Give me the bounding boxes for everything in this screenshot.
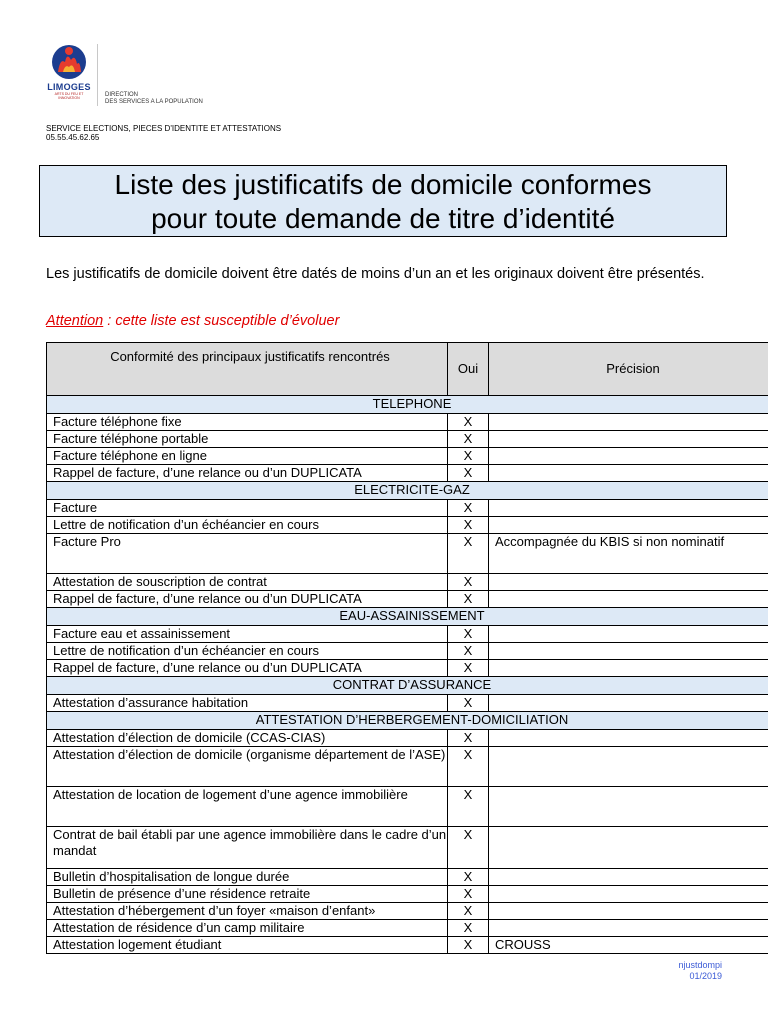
row-precision [489,787,768,827]
row-label: Rappel de facture, d’une relance ou d’un DUPLICATA [47,465,448,482]
table-row [47,886,768,903]
row-label: Facture téléphone en ligne [47,448,448,465]
row-precision [489,574,768,591]
row-label: Attestation de souscription de contrat [47,574,448,591]
row-precision [489,500,768,517]
row-label: Attestation d’hébergement d’un foyer «maison d’enfant» [47,903,448,920]
row-precision [489,465,768,482]
row-oui: X [448,431,489,448]
row-label: Facture Pro [47,534,448,574]
row-oui: X [448,643,489,660]
row-label: Rappel de facture, d’une relance ou d’un DUPLICATA [47,660,448,677]
section-title: TELEPHONE [47,396,768,414]
row-label: Facture téléphone portable [47,431,448,448]
row-oui: X [448,574,489,591]
table-row [47,465,768,482]
row-oui: X [448,827,489,869]
section-row [47,677,768,695]
logo-divider [97,44,98,106]
row-oui: X [448,517,489,534]
attention-note [46,313,339,329]
row-oui: X [448,730,489,747]
intro-paragraph: Les justificatifs de domicile doivent être datés de moins d’un an et les originaux doivent être présentés. [46,266,705,282]
document-title [39,165,727,237]
row-label: Bulletin d’hospitalisation de longue durée [47,869,448,886]
title-line-2: pour toute demande de titre d’identité [151,203,615,234]
header-precision: Précision [489,343,768,396]
row-oui: X [448,937,489,954]
table-row [47,500,768,517]
row-label: Attestation d’élection de domicile (organisme département de l’ASE) [47,747,448,787]
table-row [47,660,768,677]
row-label: Bulletin de présence d’une résidence retraite [47,886,448,903]
table-row [47,695,768,712]
row-oui: X [448,534,489,574]
row-oui: X [448,465,489,482]
footer-code: njustdompi [678,960,722,970]
row-oui: X [448,747,489,787]
table-row [47,431,768,448]
limoges-logo [46,42,92,100]
table-row [47,626,768,643]
table-row [47,574,768,591]
section-row [47,608,768,626]
row-label: Attestation de résidence d’un camp militaire [47,920,448,937]
header-oui: Oui [448,343,489,396]
row-oui: X [448,695,489,712]
row-precision: Accompagnée du KBIS si non nominatif [489,534,768,574]
table-row [47,903,768,920]
row-oui: X [448,500,489,517]
section-title: ELECTRICITE-GAZ [47,482,768,500]
row-precision [489,827,768,869]
row-precision [489,886,768,903]
row-precision [489,643,768,660]
row-label: Lettre de notification d’un échéancier en cours [47,643,448,660]
row-oui: X [448,660,489,677]
limoges-emblem-icon [46,42,92,82]
row-precision [489,448,768,465]
row-label: Attestation logement étudiant [47,937,448,954]
row-oui: X [448,414,489,431]
row-label: Attestation de location de logement d’une agence immobilière [47,787,448,827]
row-precision [489,869,768,886]
row-precision [489,517,768,534]
logo-tagline: ARTS DU FEU ET INNOVATION [54,92,84,100]
table-row [47,747,768,787]
attention-text: : cette liste est susceptible d’évoluer [103,313,340,329]
row-label: Facture eau et assainissement [47,626,448,643]
service-name: SERVICE ELECTIONS, PIECES D'IDENTITE ET ATTESTATIONS [46,124,282,133]
row-oui: X [448,903,489,920]
row-precision [489,660,768,677]
row-oui: X [448,787,489,827]
table-row [47,827,768,869]
table-row [47,517,768,534]
table-row [47,937,768,954]
row-precision [489,747,768,787]
row-label: Attestation d’assurance habitation [47,695,448,712]
direction-line-2: DES SERVICES A LA POPULATION [105,99,203,105]
row-label: Contrat de bail établi par une agence immobilière dans le cadre d’un mandat [47,827,448,869]
row-precision: CROUSS [489,937,768,954]
row-precision [489,730,768,747]
row-precision [489,695,768,712]
row-precision [489,414,768,431]
row-precision [489,920,768,937]
row-oui: X [448,869,489,886]
table-row [47,730,768,747]
section-row [47,482,768,500]
table-row [47,591,768,608]
section-title: EAU-ASSAINISSEMENT [47,608,768,626]
attention-label: Attention [46,313,104,329]
service-info [46,124,281,142]
row-label: Facture [47,500,448,517]
table-row [47,643,768,660]
row-precision [489,903,768,920]
table-row [47,869,768,886]
row-oui: X [448,886,489,903]
table-row [47,787,768,827]
logo-text: LIMOGES [47,82,91,92]
section-row [47,712,768,730]
row-precision [489,626,768,643]
row-label: Attestation d’élection de domicile (CCAS-CIAS) [47,730,448,747]
row-precision [489,591,768,608]
direction-line-1: DIRECTION [105,92,138,98]
section-row [47,396,768,414]
table-header-row [47,343,768,396]
row-label: Lettre de notification d’un échéancier en cours [47,517,448,534]
row-oui: X [448,626,489,643]
footer-reference [660,960,722,982]
row-label: Facture téléphone fixe [47,414,448,431]
table-body [47,396,768,954]
service-phone: 05.55.45.62.65 [46,133,100,142]
row-oui: X [448,920,489,937]
header-conformite: Conformité des principaux justificatifs rencontrés [47,343,448,396]
row-oui: X [448,448,489,465]
section-title: CONTRAT D’ASSURANCE [47,677,768,695]
justificatifs-table [46,342,768,954]
row-oui: X [448,591,489,608]
direction-label [105,92,203,106]
section-title: ATTESTATION D’HERBERGEMENT-DOMICILIATION [47,712,768,730]
table-row [47,534,768,574]
title-line-1: Liste des justificatifs de domicile conformes [114,169,652,200]
row-precision [489,431,768,448]
row-label: Rappel de facture, d’une relance ou d’un DUPLICATA [47,591,448,608]
footer-date: 01/2019 [689,971,722,981]
table-row [47,920,768,937]
table-row [47,448,768,465]
table-row [47,414,768,431]
